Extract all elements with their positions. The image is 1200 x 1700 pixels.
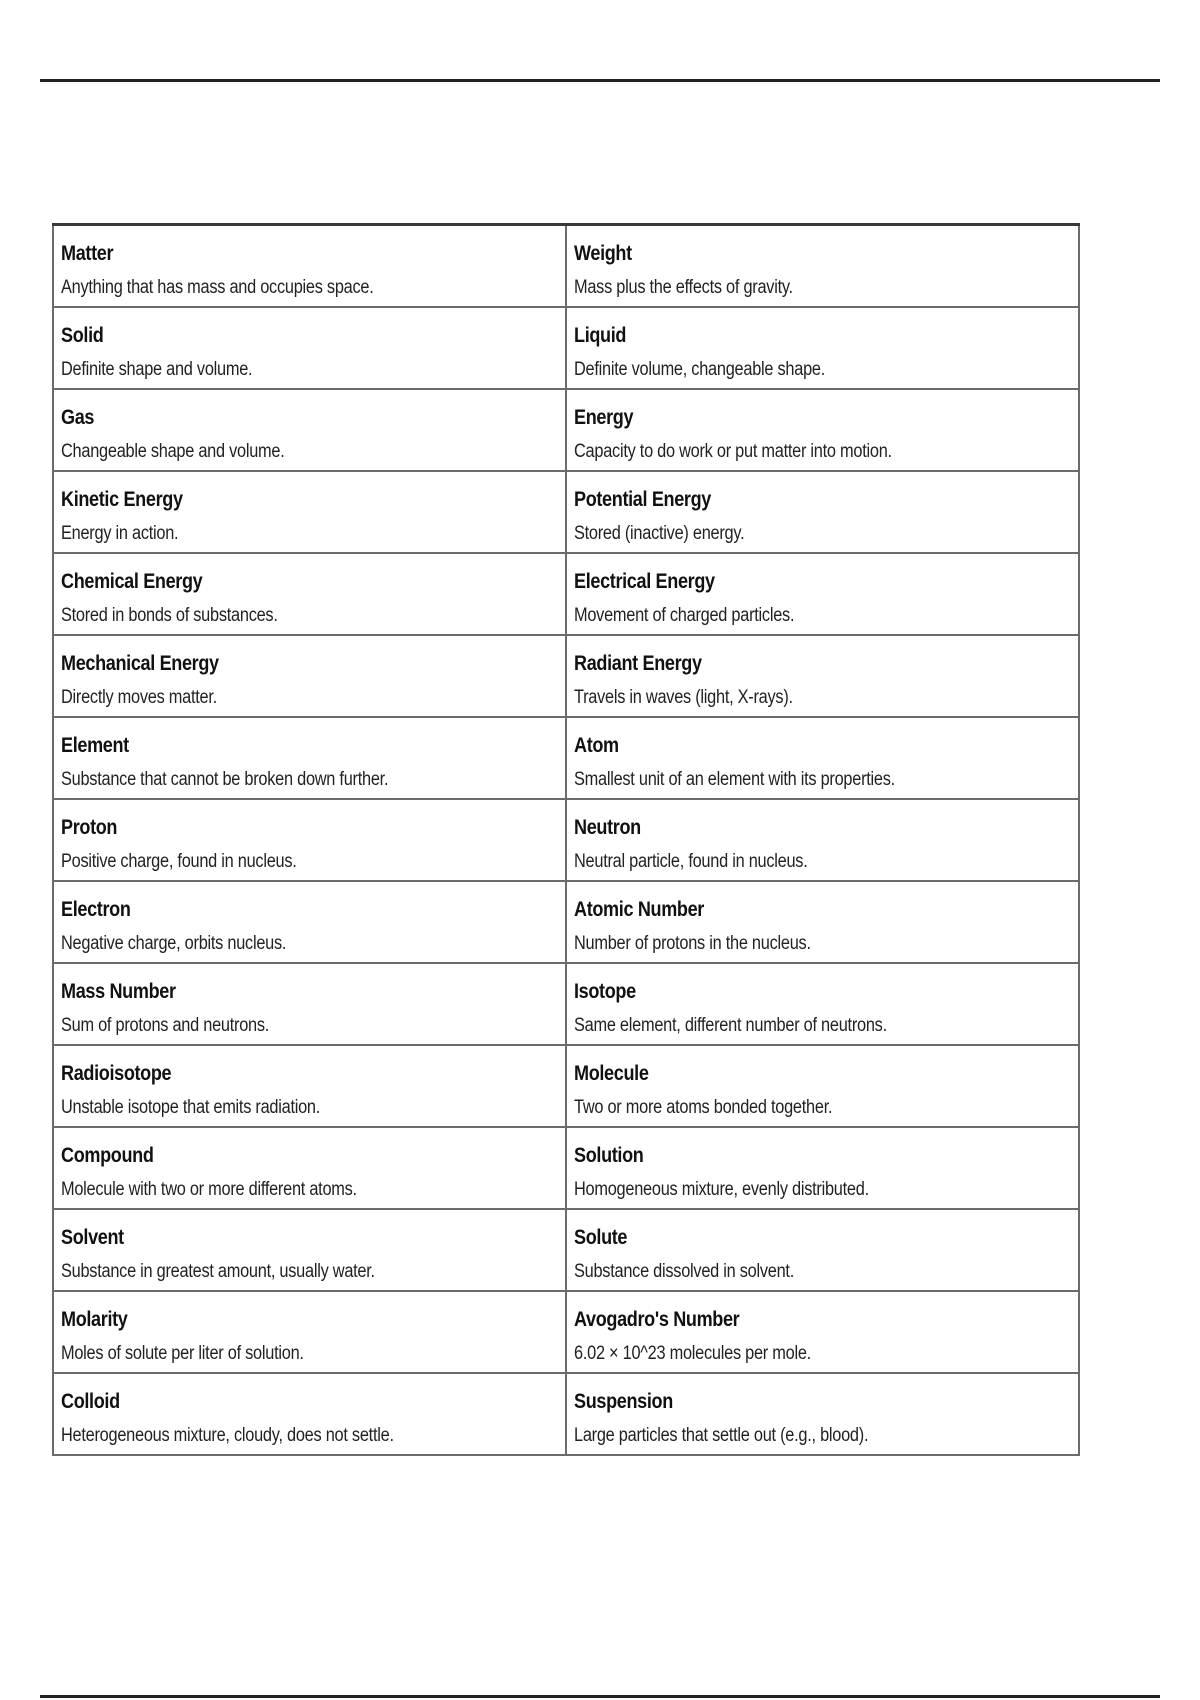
- glossary-definition: Sum of protons and neutrons.: [61, 1014, 270, 1036]
- glossary-definition: Positive charge, found in nucleus.: [61, 850, 297, 872]
- glossary-definition: Energy in action.: [61, 522, 179, 544]
- glossary-body: [53, 225, 1079, 1455]
- glossary-definition: Capacity to do work or put matter into motion.: [574, 440, 892, 462]
- glossary-term: Weight: [574, 242, 632, 265]
- glossary-row: [53, 1373, 1079, 1455]
- glossary-definition: Travels in waves (light, X-rays).: [574, 686, 793, 708]
- glossary-term: Matter: [61, 242, 114, 265]
- glossary-row: [53, 881, 1079, 963]
- glossary-definition: Changeable shape and volume.: [61, 440, 285, 462]
- glossary-cell: [53, 553, 566, 635]
- glossary-row: [53, 225, 1079, 307]
- glossary-cell: [566, 225, 1079, 307]
- glossary-definition: Molecule with two or more different atoms.: [61, 1178, 357, 1200]
- glossary-definition: Heterogeneous mixture, cloudy, does not settle.: [61, 1424, 394, 1446]
- glossary-cell: [53, 1045, 566, 1127]
- glossary-cell: [566, 471, 1079, 553]
- glossary-definition: Same element, different number of neutrons.: [574, 1014, 887, 1036]
- glossary-term: Solute: [574, 1225, 628, 1249]
- glossary-row: [53, 553, 1079, 635]
- glossary-term: Electron: [61, 897, 131, 921]
- glossary-term: Mechanical Energy: [61, 651, 219, 675]
- glossary-term: Solution: [574, 1143, 644, 1167]
- glossary-row: [53, 717, 1079, 799]
- glossary-cell: [53, 881, 566, 963]
- glossary-definition: Anything that has mass and occupies space.: [61, 277, 374, 298]
- glossary-table: [52, 223, 1080, 1456]
- glossary-term: Compound: [61, 1143, 154, 1167]
- glossary-cell: [566, 881, 1079, 963]
- glossary-definition: Smallest unit of an element with its properties.: [574, 768, 895, 790]
- glossary-term: Potential Energy: [574, 487, 712, 511]
- glossary-definition: Substance dissolved in solvent.: [574, 1260, 794, 1282]
- glossary-term: Solid: [61, 323, 104, 347]
- glossary-row: [53, 1127, 1079, 1209]
- glossary-cell: [53, 717, 566, 799]
- glossary-row: [53, 389, 1079, 471]
- glossary-term: Colloid: [61, 1389, 120, 1413]
- glossary-cell: [53, 389, 566, 471]
- bottom-rule: [40, 1695, 1160, 1698]
- top-rule: [40, 79, 1160, 82]
- glossary-row: [53, 1209, 1079, 1291]
- glossary-term: Chemical Energy: [61, 569, 203, 593]
- glossary-definition: Stored (inactive) energy.: [574, 522, 745, 544]
- glossary-definition: Neutral particle, found in nucleus.: [574, 850, 808, 872]
- glossary-term: Kinetic Energy: [61, 487, 183, 511]
- glossary-cell: [53, 471, 566, 553]
- glossary-cell: [53, 635, 566, 717]
- glossary-cell: [566, 963, 1079, 1045]
- glossary-definition: Negative charge, orbits nucleus.: [61, 932, 287, 954]
- glossary-definition: 6.02 × 10^23 molecules per mole.: [574, 1342, 811, 1364]
- glossary-cell: [53, 1291, 566, 1373]
- glossary-definition: Homogeneous mixture, evenly distributed.: [574, 1178, 869, 1200]
- glossary-cell: [566, 1127, 1079, 1209]
- glossary-definition: Directly moves matter.: [61, 686, 217, 708]
- glossary-term: Molarity: [61, 1307, 128, 1331]
- glossary-term: Gas: [61, 405, 95, 429]
- glossary-definition: Number of protons in the nucleus.: [574, 932, 811, 954]
- glossary-cell: [566, 1209, 1079, 1291]
- glossary-term: Suspension: [574, 1389, 673, 1413]
- glossary-cell: [566, 389, 1079, 471]
- glossary-cell: [53, 1127, 566, 1209]
- glossary-cell: [53, 1373, 566, 1455]
- glossary-row: [53, 963, 1079, 1045]
- glossary-term: Solvent: [61, 1225, 124, 1249]
- glossary-row: [53, 799, 1079, 881]
- glossary-term: Atomic Number: [574, 897, 704, 921]
- glossary-term: Neutron: [574, 815, 641, 839]
- glossary-definition: Unstable isotope that emits radiation.: [61, 1096, 321, 1118]
- glossary-term: Molecule: [574, 1061, 649, 1085]
- glossary-definition: Large particles that settle out (e.g., blood).: [574, 1424, 869, 1446]
- glossary-row: [53, 1045, 1079, 1127]
- glossary-definition: Definite shape and volume.: [61, 358, 253, 380]
- glossary-term: Radioisotope: [61, 1061, 172, 1085]
- glossary-cell: [566, 307, 1079, 389]
- glossary-term: Proton: [61, 815, 118, 839]
- glossary-definition: Stored in bonds of substances.: [61, 604, 278, 626]
- glossary-term: Electrical Energy: [574, 569, 715, 593]
- glossary-cell: [53, 225, 566, 307]
- glossary-definition: Movement of charged particles.: [574, 604, 795, 626]
- glossary-cell: [566, 1045, 1079, 1127]
- glossary-row: [53, 635, 1079, 717]
- glossary-term: Energy: [574, 405, 634, 429]
- glossary-term: Liquid: [574, 323, 627, 347]
- glossary-term: Atom: [574, 733, 619, 757]
- glossary-definition: Moles of solute per liter of solution.: [61, 1342, 304, 1364]
- glossary-cell: [53, 1209, 566, 1291]
- glossary-term: Element: [61, 733, 129, 757]
- glossary-definition: Substance that cannot be broken down further.: [61, 768, 389, 790]
- glossary-cell: [566, 635, 1079, 717]
- glossary-cell: [566, 799, 1079, 881]
- glossary-cell: [53, 799, 566, 881]
- glossary-definition: Two or more atoms bonded together.: [574, 1096, 833, 1118]
- glossary-row: [53, 1291, 1079, 1373]
- glossary-term: Radiant Energy: [574, 651, 702, 675]
- glossary-cell: [53, 963, 566, 1045]
- glossary-definition: Definite volume, changeable shape.: [574, 358, 826, 380]
- glossary-term: Avogadro's Number: [574, 1307, 740, 1331]
- glossary-cell: [566, 1373, 1079, 1455]
- glossary-cell: [53, 307, 566, 389]
- glossary-definition: Mass plus the effects of gravity.: [574, 277, 793, 298]
- glossary-cell: [566, 717, 1079, 799]
- glossary-term: Mass Number: [61, 979, 176, 1003]
- glossary-definition: Substance in greatest amount, usually water.: [61, 1260, 375, 1282]
- glossary-cell: [566, 553, 1079, 635]
- glossary-row: [53, 471, 1079, 553]
- glossary-row: [53, 307, 1079, 389]
- glossary-cell: [566, 1291, 1079, 1373]
- glossary-term: Isotope: [574, 979, 636, 1003]
